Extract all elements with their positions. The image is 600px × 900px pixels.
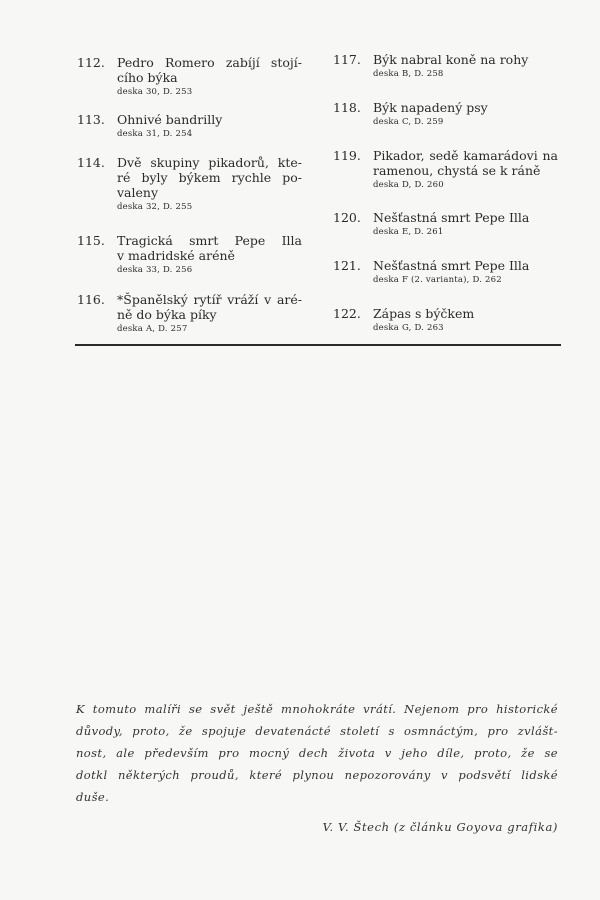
entry-number: 114. — [77, 155, 105, 170]
entry-plate-ref: deska 33, D. 256 — [117, 265, 193, 275]
entry-title-line: Pikador, sedě kamarádovi na — [373, 148, 558, 163]
entry-plate-ref: deska E, D. 261 — [373, 227, 444, 237]
quote-line: dotkl některých proudů, které plynou nepozorovány v podsvětí lidské — [76, 768, 558, 782]
entry-plate-ref: deska B, D. 258 — [373, 69, 444, 79]
quote-line: K tomuto malíři se svět ještě mnohokráte vrátí. Nejenom pro historické — [76, 702, 558, 716]
entry-title-line: Býk nabral koně na rohy — [373, 52, 529, 67]
quote-attribution: V. V. Štech (z článku Goyova grafika) — [322, 820, 558, 834]
entry-number: 117. — [333, 52, 361, 67]
entry-number: 112. — [77, 55, 105, 70]
entry-title-line: Pedro Romero zabíjí stojí- — [117, 55, 302, 70]
entry-title-line: Nešťastná smrt Pepe Illa — [373, 258, 530, 273]
entry-plate-ref: deska A, D. 257 — [117, 324, 188, 334]
entry-title-line: Býk napadený psy — [373, 100, 488, 115]
entry-title-line: cího býka — [117, 70, 178, 85]
entry-plate-ref: deska D, D. 260 — [373, 180, 444, 190]
entry-number: 120. — [333, 210, 361, 225]
entry-number: 119. — [333, 148, 361, 163]
quote-line: duše. — [76, 790, 110, 804]
entry-number: 113. — [77, 112, 105, 127]
entry-title-line: Dvě skupiny pikadorů, kte- — [117, 155, 302, 170]
quote-paragraph — [76, 698, 558, 808]
entry-number: 118. — [333, 100, 361, 115]
entry-title-line: valeny — [117, 185, 159, 200]
quote-line: nost, ale především pro mocný dech života v jeho díle, proto, že se — [76, 746, 558, 760]
entry-number: 121. — [333, 258, 361, 273]
entry-number: 122. — [333, 306, 361, 321]
entry-plate-ref: deska F (2. varianta), D. 262 — [373, 275, 502, 285]
entry-title-line: ré byly býkem rychle po- — [117, 170, 302, 185]
entry-plate-ref: deska C, D. 259 — [373, 117, 444, 127]
divider-rule — [75, 344, 561, 346]
entry-title-line: ramenou, chystá se k ráně — [373, 163, 541, 178]
entry-plate-ref: deska 31, D. 254 — [117, 129, 193, 139]
entry-number: 116. — [77, 292, 105, 307]
entry-plate-ref: deska G, D. 263 — [373, 323, 444, 333]
entry-plate-ref: deska 30, D. 253 — [117, 87, 193, 97]
quote-line: důvody, proto, že spojuje devatenácté století s osmnáctým, pro zvlášt- — [76, 724, 558, 738]
entry-title-line: ně do býka píky — [117, 307, 217, 322]
entry-title-line: *Španělský rytíř vráží v aré- — [117, 292, 302, 307]
entry-title-line: Tragická smrt Pepe Illa — [117, 233, 302, 248]
entry-title-line: Ohnivé bandrilly — [117, 112, 223, 127]
entry-number: 115. — [77, 233, 105, 248]
entry-plate-ref: deska 32, D. 255 — [117, 202, 193, 212]
entry-title-line: Nešťastná smrt Pepe Illa — [373, 210, 530, 225]
entry-title-line: v madridské aréně — [117, 248, 235, 263]
entry-title-line: Zápas s býčkem — [373, 306, 475, 321]
